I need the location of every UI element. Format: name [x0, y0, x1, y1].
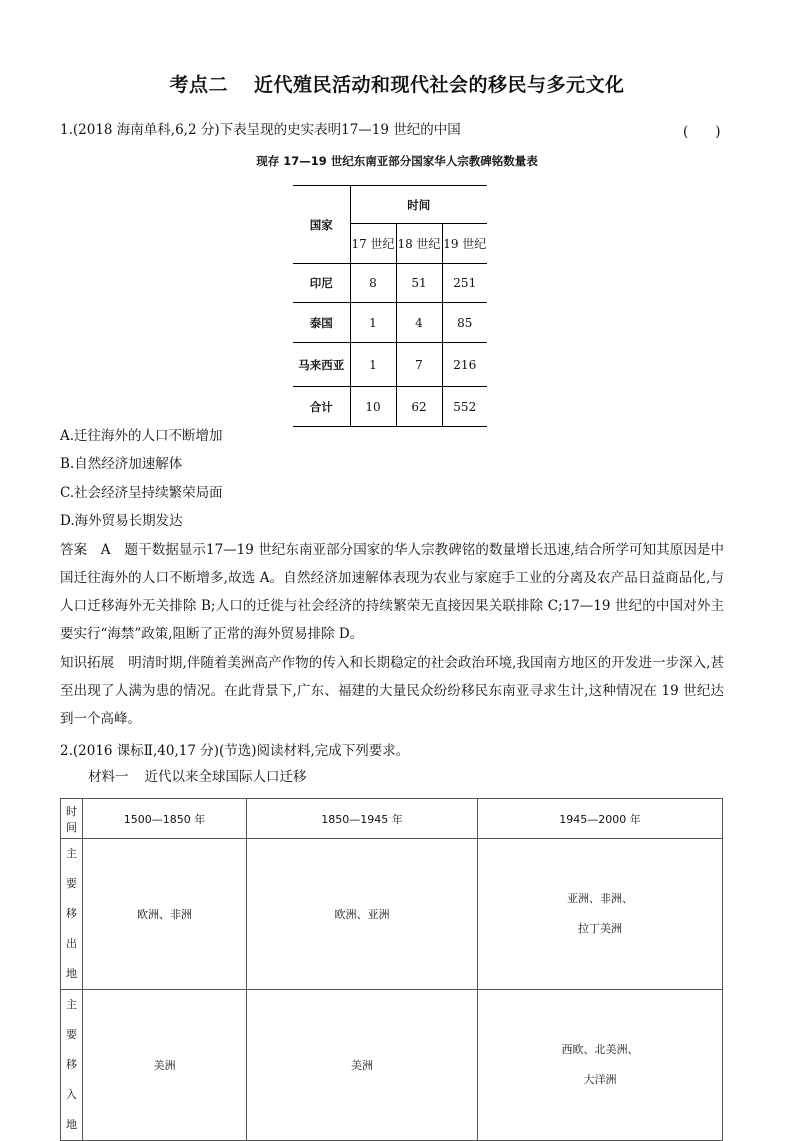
row-label: 合计 [293, 387, 350, 427]
cell-line: 拉丁美洲 [578, 922, 622, 935]
question-2-stem: 2.(2016 课标Ⅱ,40,17 分)(节选)阅读材料,完成下列要求。 [60, 743, 410, 759]
section-title-text: 近代殖民活动和现代社会的移民与多元文化 [254, 74, 625, 96]
period-header: 1850—1945 年 [247, 799, 478, 839]
table-cell: 51 [396, 264, 442, 303]
answer-label: 答案 A [60, 542, 111, 558]
inscription-table [293, 185, 487, 427]
option-c: C.社会经济呈持续繁荣局面 [60, 485, 223, 501]
label-line: 移出 [66, 907, 77, 950]
table-row [61, 990, 723, 1141]
label-line: 移入 [66, 1058, 77, 1101]
answer-blank: ( ) [683, 124, 721, 140]
table-cell: 美洲 [83, 990, 247, 1141]
table-cell: 62 [396, 387, 442, 427]
emigration-label [61, 839, 83, 990]
table-cell [478, 839, 723, 990]
extension-text: 明清时期,伴随着美洲高产作物的传入和长期稳定的社会政治环境,我国南方地区的开发进一步深入,甚至出现了人满为患的情况。在此背景下,广东、福建的大量民众纷纷移民东南亚寻求生计,这种情况在 19 世纪达到一个高峰。 [60, 655, 725, 727]
table-row [293, 264, 487, 303]
period-header: 1945—2000 年 [478, 799, 723, 839]
period-header: 1500—1850 年 [83, 799, 247, 839]
answer-text: 题干数据显示17—19 世纪东南亚部分国家的华人宗教碑铭的数量增长迅速,结合所学可知其原因是中国迁往海外的人口不断增多,故选 A。自然经济加速解体表现为农业与家庭手工业的分离及农产品日益商品化,与人口迁移海外无关排除 B;人口的迁徙与社会经济的持续繁荣无直接因果关联排除 C;17—19 世纪的中国对外主要实行“海禁”政策,阻断了正常的海外贸易排除 D。 [60, 542, 724, 642]
material-heading [88, 767, 307, 787]
table-cell: 7 [396, 343, 442, 387]
table-cell: 欧洲、亚洲 [247, 839, 478, 990]
table-cell: 251 [442, 264, 487, 303]
cell-line: 西欧、北美洲、 [561, 1043, 639, 1056]
time-label: 时间 [61, 799, 83, 839]
material-label: 材料一 [88, 769, 129, 785]
table-cell [478, 990, 723, 1141]
answer-explanation [60, 536, 724, 648]
column-header: 18 世纪 [396, 224, 442, 264]
label-line: 主要 [66, 847, 77, 890]
label-line: 主要 [66, 998, 77, 1041]
table-cell: 85 [442, 303, 487, 343]
table-cell: 欧洲、非洲 [83, 839, 247, 990]
row-label: 马来西亚 [293, 343, 350, 387]
option-a: A.迁往海外的人口不断增加 [60, 428, 223, 444]
cell-line: 大洋洲 [583, 1073, 617, 1086]
table-cell: 10 [350, 387, 396, 427]
material-title: 近代以来全球国际人口迁移 [144, 769, 307, 785]
country-header: 国家 [293, 186, 350, 264]
column-header: 17 世纪 [350, 224, 396, 264]
extension-label: 知识拓展 [60, 655, 115, 671]
table-row [293, 303, 487, 343]
column-header: 19 世纪 [442, 224, 487, 264]
table-cell: 8 [350, 264, 396, 303]
table-row [293, 343, 487, 387]
immigration-label [61, 990, 83, 1141]
table-cell: 552 [442, 387, 487, 427]
option-d: D.海外贸易长期发达 [60, 513, 183, 529]
migration-table [60, 798, 723, 1141]
table-row [61, 839, 723, 990]
table-1-caption: 现存 17—19 世纪东南亚部分国家华人宗教碑铭数量表 [256, 154, 538, 168]
table-cell: 1 [350, 303, 396, 343]
table-row [293, 387, 487, 427]
label-line: 地 [66, 1118, 77, 1131]
knowledge-extension [60, 649, 724, 733]
option-b: B.自然经济加速解体 [60, 456, 183, 472]
question-1-stem: 1.(2018 海南单科,6,2 分)下表呈现的史实表明17—19 世纪的中国 [60, 122, 461, 138]
label-line: 地 [66, 967, 77, 980]
row-label: 印尼 [293, 264, 350, 303]
table-cell: 216 [442, 343, 487, 387]
cell-line: 亚洲、非洲、 [567, 892, 633, 905]
section-title [0, 70, 794, 97]
table-cell: 4 [396, 303, 442, 343]
table-cell: 美洲 [247, 990, 478, 1141]
table-cell: 1 [350, 343, 396, 387]
row-label: 泰国 [293, 303, 350, 343]
section-title-number: 考点二 [169, 74, 228, 96]
time-header: 时间 [350, 186, 487, 224]
